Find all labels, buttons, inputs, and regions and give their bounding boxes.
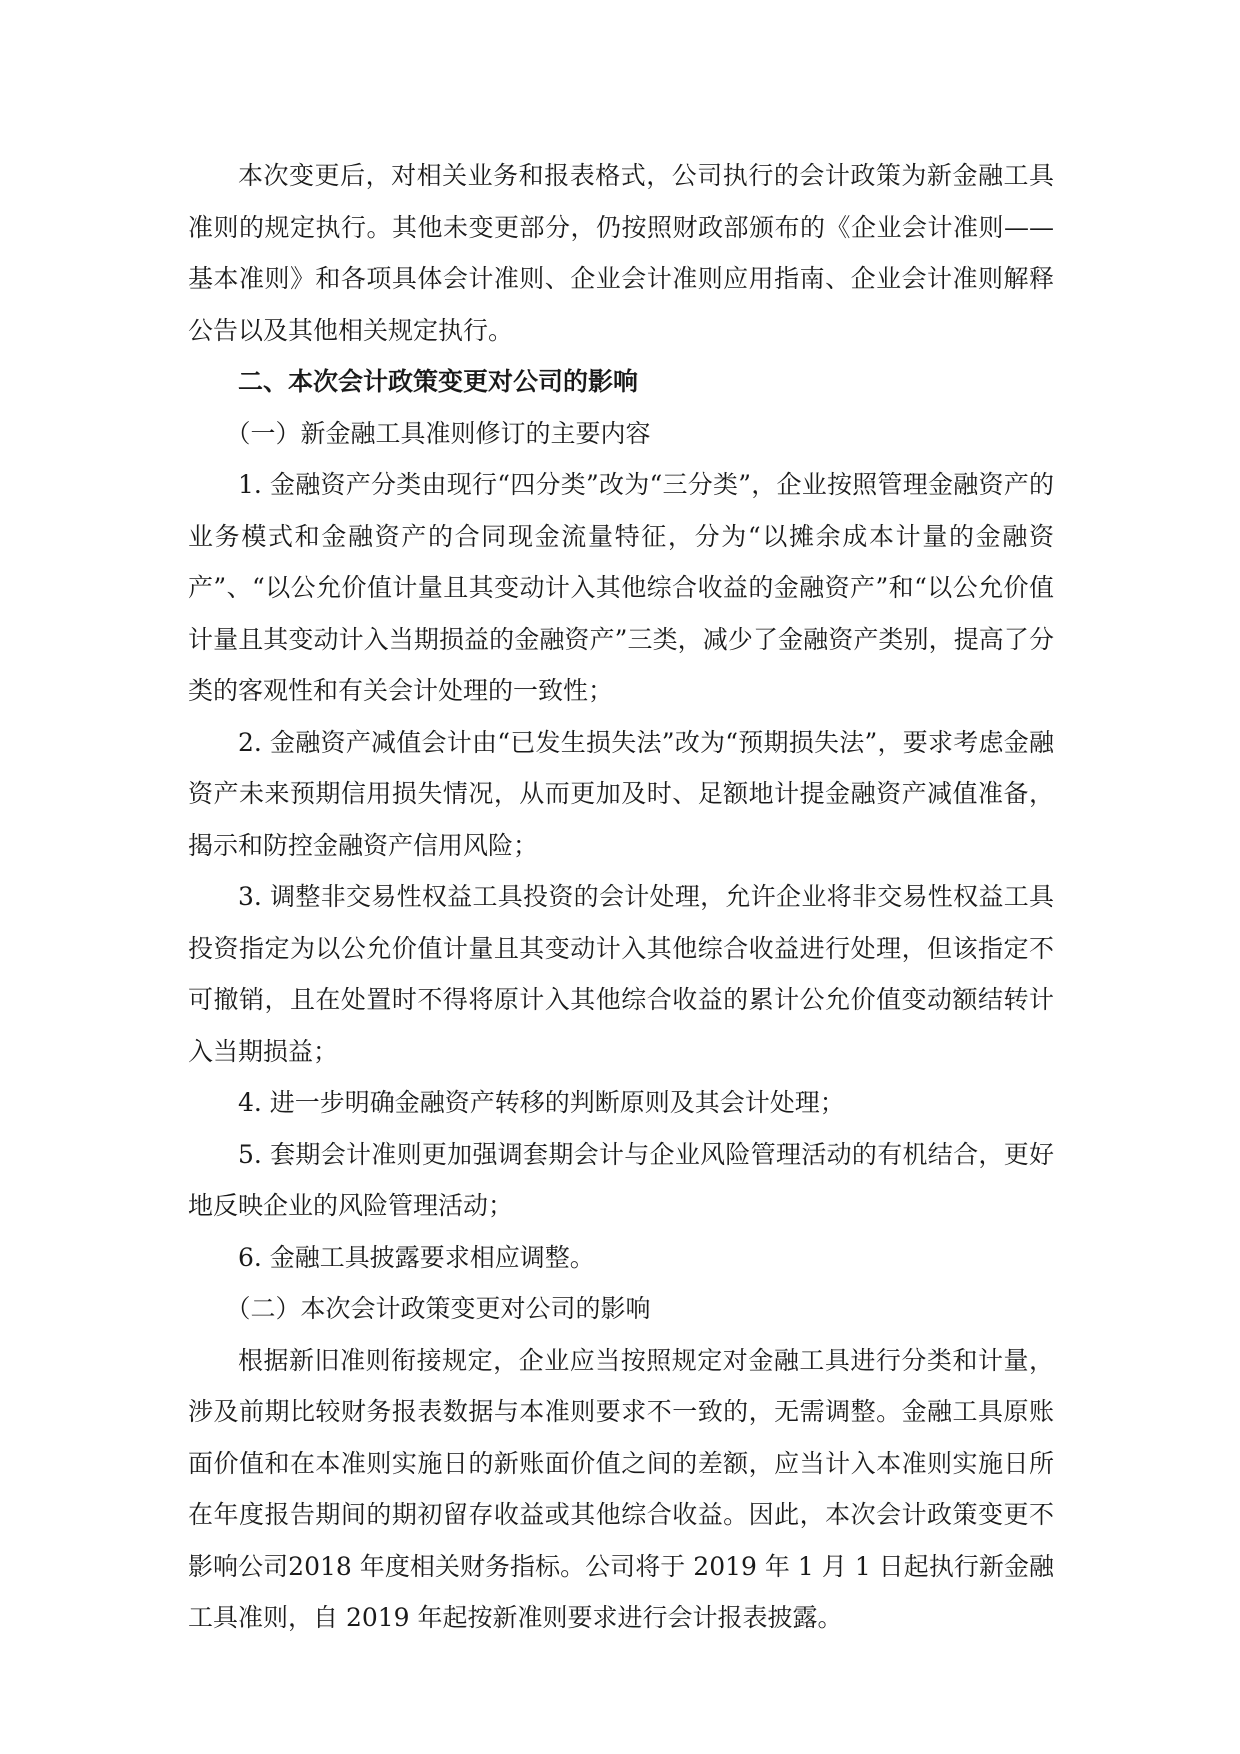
intro-paragraph: 本次变更后，对相关业务和报表格式，公司执行的会计政策为新金融工具准则的规定执行。其他未变更部分，仍按照财政部颁布的《企业会计准则——基本准则》和各项具体会计准则、企业会计准则应用指南、企业会计准则解释公告以及其他相关规定执行。 (188, 161, 1054, 345)
subsection-heading-2: （二）本次会计政策变更对公司的影响 (225, 1294, 651, 1323)
list-item: 4. 进一步明确金融资产转移的判断原则及其会计处理； (238, 1088, 845, 1117)
list-item: 6. 金融工具披露要求相应调整。 (238, 1242, 595, 1272)
list-item: 5. 套期会计准则更加强调套期会计与企业风险管理活动的有机结合，更好地反映企业的风险管理活动； (188, 1139, 1054, 1220)
list-item: 2. 金融资产减值会计由“已发生损失法”改为“预期损失法”，要求考虑金融资产未来预期信用损失情况，从而更加及时、足额地计提金融资产减值准备，揭示和防控金融资产信用风险； (188, 727, 1054, 860)
conclusion-paragraph: 根据新旧准则衔接规定，企业应当按照规定对金融工具进行分类和计量，涉及前期比较财务报表数据与本准则要求不一致的，无需调整。金融工具原账面价值和在本准则实施日的新账面价值之间的差额，应当计入本准则实施日所在年度报告期间的期初留存收益或其他综合收益。因此，本次会计政策变更不影响公司2018 年度相关财务指标。公司将于 2019 年 1 月 1 日起执行新金融工具准则，自 2019 年起按新准则要求进行会计报表披露。 (188, 1345, 1054, 1632)
section-heading: 二、本次会计政策变更对公司的影响 (238, 367, 639, 396)
document-page (188, 150, 1054, 1644)
list-item: 1. 金融资产分类由现行“四分类”改为“三分类”，企业按照管理金融资产的业务模式和金融资产的合同现金流量特征，分为“以摊余成本计量的金融资产”、“以公允价值计量且其变动计入其他综合收益的金融资产”和“以公允价值计量且其变动计入当期损益的金融资产”三类，减少了金融资产类别，提高了分类的客观性和有关会计处理的一致性； (188, 470, 1054, 705)
subsection-heading-1: （一）新金融工具准则修订的主要内容 (225, 418, 651, 448)
list-item: 3. 调整非交易性权益工具投资的会计处理，允许企业将非交易性权益工具投资指定为以公允价值计量且其变动计入其他综合收益进行处理，但该指定不可撤销，且在处置时不得将原计入其他综合收益的累计公允价值变动额结转计入当期损益； (188, 882, 1054, 1066)
